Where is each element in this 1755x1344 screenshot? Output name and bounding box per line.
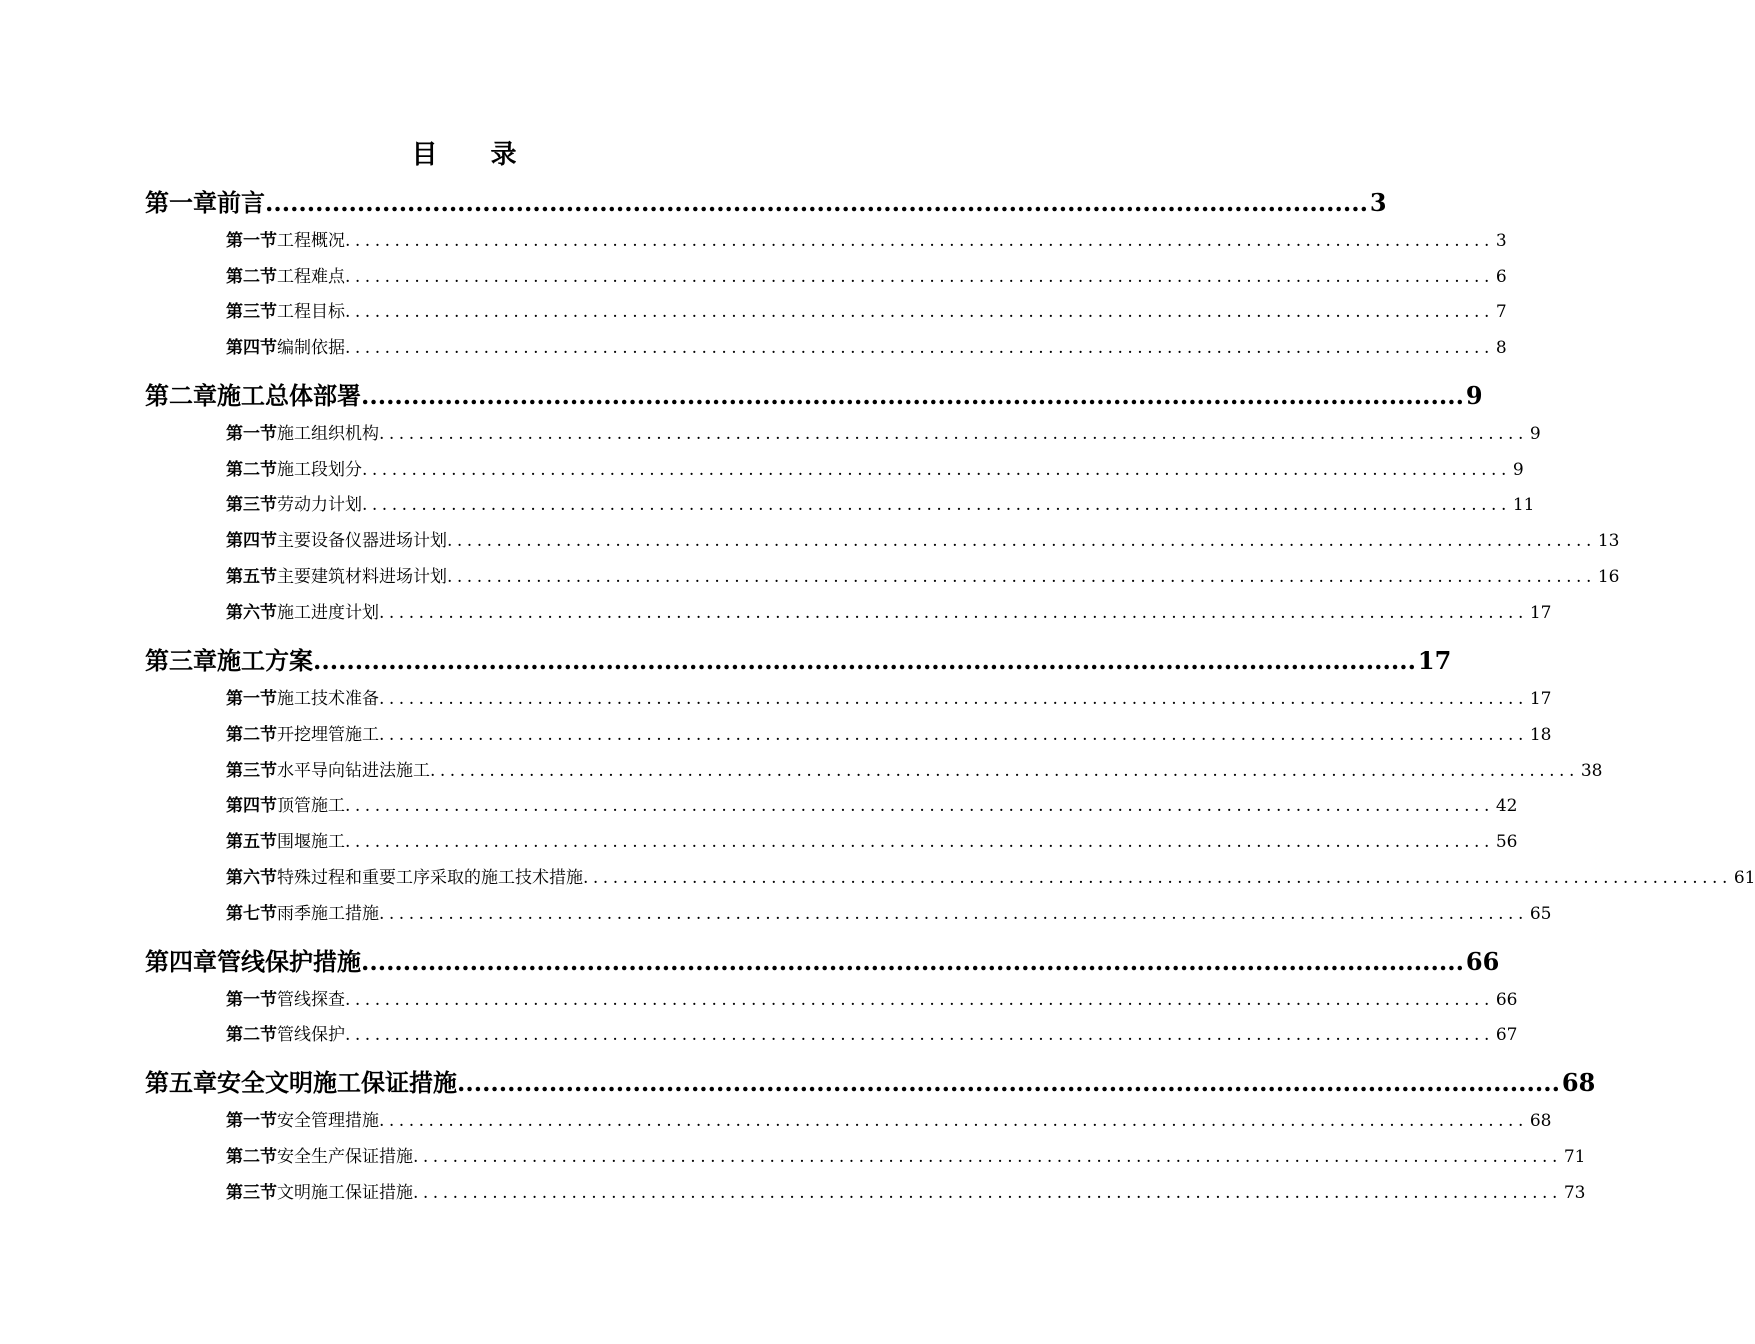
toc-section-4-1[interactable]: [226, 985, 1518, 1010]
section-page-number: 9: [1512, 460, 1524, 480]
section-label: 第三节: [226, 495, 277, 515]
leader-dots: ....................................................................................................................: [379, 725, 1528, 745]
chapter-page-number: 17: [1417, 646, 1452, 675]
section-label: 第四节: [226, 531, 277, 551]
section-label: 第三节: [226, 1183, 277, 1203]
leader-dots: ....................................................................................................................: [413, 1183, 1562, 1203]
section-title: 开挖埋管施工: [277, 725, 379, 745]
toc-section-3-6[interactable]: [226, 863, 1755, 888]
section-title: 编制依据: [277, 338, 345, 358]
section-label: 第七节: [226, 904, 277, 924]
section-label: 第二节: [226, 1147, 277, 1167]
leader-dots: ....................................................................................................................: [379, 904, 1528, 924]
section-page-number: 6: [1495, 267, 1507, 287]
section-page-number: 61: [1733, 868, 1755, 888]
leader-dots: ....................................................................................................................: [362, 460, 1511, 480]
chapter-label: 第四章: [145, 947, 217, 976]
leader-dots: ....................................................................................................................: [345, 338, 1494, 358]
section-label: 第三节: [226, 761, 277, 781]
chapter-page-number: 3: [1369, 188, 1387, 217]
leader-dots: ....................................................................................................................: [345, 796, 1494, 816]
toc-section-2-1[interactable]: [226, 419, 1541, 444]
section-label: 第三节: [226, 302, 277, 322]
chapter-page-number: 66: [1465, 947, 1500, 976]
toc-section-3-3[interactable]: [226, 756, 1603, 781]
section-page-number: 73: [1563, 1183, 1586, 1203]
section-page-number: 17: [1529, 689, 1552, 709]
toc-chapter-5[interactable]: [145, 1063, 1596, 1099]
section-title: 主要建筑材料进场计划: [277, 567, 447, 587]
section-page-number: 16: [1597, 567, 1620, 587]
section-page-number: 18: [1529, 725, 1552, 745]
leader-dots: ....................................................................................................................................: [265, 188, 1368, 217]
leader-dots: ....................................................................................................................................: [457, 1068, 1560, 1097]
toc-chapter-3[interactable]: [145, 641, 1452, 677]
section-label: 第六节: [226, 868, 277, 888]
leader-dots: ....................................................................................................................: [379, 424, 1528, 444]
section-label: 第一节: [226, 424, 277, 444]
toc-section-3-1[interactable]: [226, 684, 1552, 709]
section-title: 管线探查: [277, 990, 345, 1010]
section-label: 第六节: [226, 603, 277, 623]
toc-section-1-4[interactable]: [226, 333, 1507, 358]
section-title: 特殊过程和重要工序采取的施工技术措施: [277, 868, 583, 888]
section-label: 第五节: [226, 832, 277, 852]
section-page-number: 17: [1529, 603, 1552, 623]
section-label: 第二节: [226, 1025, 277, 1045]
section-title: 施工段划分: [277, 460, 362, 480]
leader-dots: ....................................................................................................................: [345, 990, 1494, 1010]
section-page-number: 68: [1529, 1111, 1552, 1131]
section-title: 工程概况: [277, 231, 345, 251]
leader-dots: ....................................................................................................................: [379, 1111, 1528, 1131]
leader-dots: ....................................................................................................................: [345, 1025, 1494, 1045]
section-page-number: 13: [1597, 531, 1620, 551]
section-title: 雨季施工措施: [277, 904, 379, 924]
section-page-number: 65: [1529, 904, 1552, 924]
toc-section-3-5[interactable]: [226, 827, 1518, 852]
leader-dots: ....................................................................................................................: [345, 267, 1494, 287]
toc-section-1-3[interactable]: [226, 297, 1507, 322]
toc-section-2-3[interactable]: [226, 490, 1535, 515]
section-title: 施工组织机构: [277, 424, 379, 444]
section-label: 第二节: [226, 725, 277, 745]
section-title: 工程难点: [277, 267, 345, 287]
section-title: 顶管施工: [277, 796, 345, 816]
section-page-number: 56: [1495, 832, 1518, 852]
section-label: 第一节: [226, 990, 277, 1010]
section-title: 主要设备仪器进场计划: [277, 531, 447, 551]
toc-section-1-1[interactable]: [226, 226, 1507, 251]
section-label: 第一节: [226, 231, 277, 251]
section-page-number: 66: [1495, 990, 1518, 1010]
section-page-number: 8: [1495, 338, 1507, 358]
section-title: 施工进度计划: [277, 603, 379, 623]
chapter-page-number: 68: [1561, 1068, 1596, 1097]
section-label: 第一节: [226, 689, 277, 709]
section-title: 水平导向钻进法施工: [277, 761, 430, 781]
section-title: 文明施工保证措施: [277, 1183, 413, 1203]
section-label: 第四节: [226, 338, 277, 358]
toc-section-5-3[interactable]: [226, 1178, 1586, 1203]
toc-section-2-6[interactable]: [226, 598, 1552, 623]
chapter-label: 第一章: [145, 188, 217, 217]
toc-section-3-2[interactable]: [226, 720, 1552, 745]
toc-section-2-5[interactable]: [226, 562, 1620, 587]
leader-dots: ....................................................................................................................: [447, 531, 1596, 551]
section-title: 工程目标: [277, 302, 345, 322]
leader-dots: ....................................................................................................................: [583, 868, 1732, 888]
section-title: 安全生产保证措施: [277, 1147, 413, 1167]
chapter-title: 前言: [217, 188, 265, 217]
section-title: 管线保护: [277, 1025, 345, 1045]
leader-dots: ....................................................................................................................: [345, 302, 1494, 322]
leader-dots: ....................................................................................................................................: [361, 947, 1464, 976]
toc-chapter-1[interactable]: [145, 183, 1387, 219]
toc-section-5-1[interactable]: [226, 1106, 1552, 1131]
toc-chapter-2[interactable]: [145, 376, 1483, 412]
toc-title: 目 录: [411, 140, 539, 170]
section-page-number: 7: [1495, 302, 1507, 322]
toc-section-4-2[interactable]: [226, 1020, 1518, 1045]
section-label: 第二节: [226, 460, 277, 480]
leader-dots: ....................................................................................................................................: [361, 381, 1464, 410]
toc-section-2-2[interactable]: [226, 455, 1524, 480]
section-label: 第一节: [226, 1111, 277, 1131]
section-page-number: 71: [1563, 1147, 1586, 1167]
section-label: 第二节: [226, 267, 277, 287]
toc-section-2-4[interactable]: [226, 526, 1620, 551]
toc-section-3-4[interactable]: [226, 791, 1518, 816]
section-page-number: 11: [1512, 495, 1535, 515]
leader-dots: ....................................................................................................................: [362, 495, 1511, 515]
leader-dots: ....................................................................................................................: [379, 689, 1528, 709]
section-page-number: 67: [1495, 1025, 1518, 1045]
leader-dots: ....................................................................................................................: [345, 832, 1494, 852]
toc-section-1-2[interactable]: [226, 262, 1507, 287]
section-title: 围堰施工: [277, 832, 345, 852]
chapter-title: 管线保护措施: [217, 947, 361, 976]
section-page-number: 42: [1495, 796, 1518, 816]
section-page-number: 3: [1495, 231, 1507, 251]
section-label: 第五节: [226, 567, 277, 587]
chapter-title: 施工总体部署: [217, 381, 361, 410]
chapter-title: 施工方案: [217, 646, 313, 675]
toc-section-3-7[interactable]: [226, 899, 1552, 924]
section-title: 施工技术准备: [277, 689, 379, 709]
toc-chapter-4[interactable]: [145, 942, 1500, 978]
leader-dots: ....................................................................................................................: [413, 1147, 1562, 1167]
leader-dots: ....................................................................................................................: [430, 761, 1579, 781]
toc-section-5-2[interactable]: [226, 1142, 1586, 1167]
chapter-label: 第五章: [145, 1068, 217, 1097]
section-page-number: 9: [1529, 424, 1541, 444]
leader-dots: ....................................................................................................................: [379, 603, 1528, 623]
leader-dots: ....................................................................................................................: [447, 567, 1596, 587]
chapter-page-number: 9: [1465, 381, 1483, 410]
section-title: 劳动力计划: [277, 495, 362, 515]
section-title: 安全管理措施: [277, 1111, 379, 1131]
leader-dots: ....................................................................................................................: [345, 231, 1494, 251]
chapter-label: 第二章: [145, 381, 217, 410]
section-page-number: 38: [1580, 761, 1603, 781]
chapter-title: 安全文明施工保证措施: [217, 1068, 457, 1097]
chapter-label: 第三章: [145, 646, 217, 675]
leader-dots: ....................................................................................................................................: [313, 646, 1416, 675]
section-label: 第四节: [226, 796, 277, 816]
